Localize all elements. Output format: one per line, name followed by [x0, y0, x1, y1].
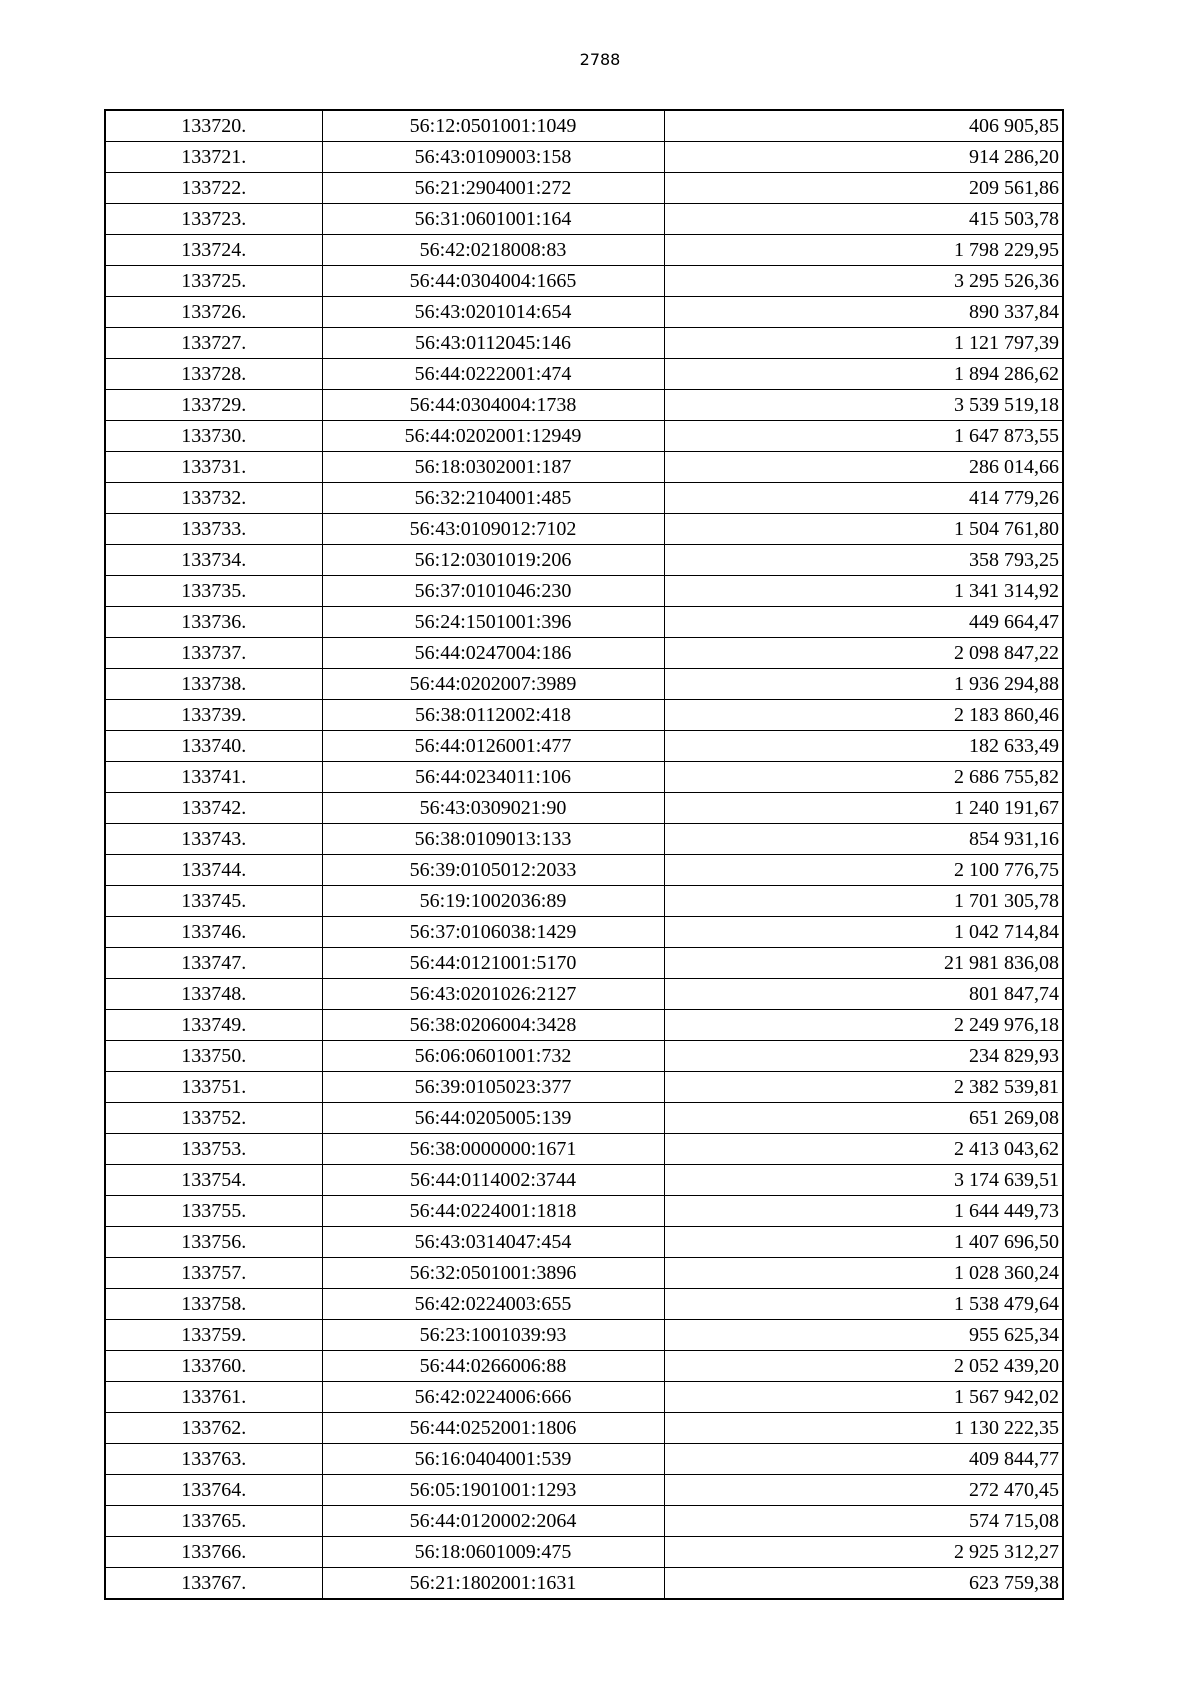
cadastral-number-cell: 56:39:0105012:2033: [322, 855, 664, 886]
cadastral-number-cell: 56:24:1501001:396: [322, 607, 664, 638]
row-number-cell: 133737.: [105, 638, 322, 669]
table-row: [105, 514, 1063, 545]
row-number-cell: 133724.: [105, 235, 322, 266]
table-body: [105, 110, 1063, 1599]
cadastral-number-cell: 56:38:0109013:133: [322, 824, 664, 855]
cadastral-number-cell: 56:38:0000000:1671: [322, 1134, 664, 1165]
cadastral-number-cell: 56:38:0112002:418: [322, 700, 664, 731]
row-number-cell: 133749.: [105, 1010, 322, 1041]
row-number-cell: 133753.: [105, 1134, 322, 1165]
table-row: [105, 359, 1063, 390]
row-number-cell: 133762.: [105, 1413, 322, 1444]
cadastral-number-cell: 56:42:0224006:666: [322, 1382, 664, 1413]
row-number-cell: 133740.: [105, 731, 322, 762]
cadastral-value-cell: 574 715,08: [664, 1506, 1063, 1537]
cadastral-value-cell: 623 759,38: [664, 1568, 1063, 1600]
cadastral-value-cell: 955 625,34: [664, 1320, 1063, 1351]
row-number-cell: 133726.: [105, 297, 322, 328]
row-number-cell: 133741.: [105, 762, 322, 793]
cadastral-value-cell: 415 503,78: [664, 204, 1063, 235]
row-number-cell: 133723.: [105, 204, 322, 235]
table-row: [105, 700, 1063, 731]
cadastral-value-cell: 3 295 526,36: [664, 266, 1063, 297]
table-row: [105, 886, 1063, 917]
table-row: [105, 1196, 1063, 1227]
cadastral-value-cell: 1 240 191,67: [664, 793, 1063, 824]
table-row: [105, 266, 1063, 297]
row-number-cell: 133722.: [105, 173, 322, 204]
row-number-cell: 133746.: [105, 917, 322, 948]
cadastral-value-cell: 286 014,66: [664, 452, 1063, 483]
table-row: [105, 1258, 1063, 1289]
table-row: [105, 576, 1063, 607]
cadastral-value-cell: 651 269,08: [664, 1103, 1063, 1134]
cadastral-value-cell: 2 382 539,81: [664, 1072, 1063, 1103]
cadastral-value-cell: 914 286,20: [664, 142, 1063, 173]
cadastral-number-cell: 56:44:0266006:88: [322, 1351, 664, 1382]
cadastral-value-cell: 3 539 519,18: [664, 390, 1063, 421]
table-row: [105, 1537, 1063, 1568]
table-row: [105, 1444, 1063, 1475]
cadastral-value-cell: 21 981 836,08: [664, 948, 1063, 979]
row-number-cell: 133755.: [105, 1196, 322, 1227]
cadastral-number-cell: 56:43:0314047:454: [322, 1227, 664, 1258]
cadastral-value-cell: 1 028 360,24: [664, 1258, 1063, 1289]
row-number-cell: 133747.: [105, 948, 322, 979]
table-row: [105, 297, 1063, 328]
cadastral-value-cell: 1 894 286,62: [664, 359, 1063, 390]
cadastral-value-cell: 2 100 776,75: [664, 855, 1063, 886]
row-number-cell: 133757.: [105, 1258, 322, 1289]
table-row: [105, 204, 1063, 235]
table-row: [105, 483, 1063, 514]
cadastral-number-cell: 56:44:0202007:3989: [322, 669, 664, 700]
table-row: [105, 731, 1063, 762]
cadastral-value-cell: 209 561,86: [664, 173, 1063, 204]
cadastral-number-cell: 56:32:0501001:3896: [322, 1258, 664, 1289]
row-number-cell: 133756.: [105, 1227, 322, 1258]
cadastral-value-cell: 414 779,26: [664, 483, 1063, 514]
cadastral-value-cell: 1 644 449,73: [664, 1196, 1063, 1227]
row-number-cell: 133721.: [105, 142, 322, 173]
row-number-cell: 133731.: [105, 452, 322, 483]
table-row: [105, 824, 1063, 855]
cadastral-value-cell: 1 647 873,55: [664, 421, 1063, 452]
cadastral-value-cell: 1 407 696,50: [664, 1227, 1063, 1258]
cadastral-number-cell: 56:12:0501001:1049: [322, 110, 664, 142]
cadastral-number-cell: 56:44:0202001:12949: [322, 421, 664, 452]
table-row: [105, 390, 1063, 421]
row-number-cell: 133744.: [105, 855, 322, 886]
table-row: [105, 1165, 1063, 1196]
table-row: [105, 110, 1063, 142]
cadastral-value-cell: 2 052 439,20: [664, 1351, 1063, 1382]
cadastral-value-cell: 272 470,45: [664, 1475, 1063, 1506]
table-row: [105, 638, 1063, 669]
cadastral-number-cell: 56:44:0224001:1818: [322, 1196, 664, 1227]
row-number-cell: 133730.: [105, 421, 322, 452]
table-row: [105, 669, 1063, 700]
row-number-cell: 133736.: [105, 607, 322, 638]
table-row: [105, 1041, 1063, 1072]
table-row: [105, 1227, 1063, 1258]
table-row: [105, 142, 1063, 173]
cadastral-number-cell: 56:44:0252001:1806: [322, 1413, 664, 1444]
cadastral-value-cell: 1 798 229,95: [664, 235, 1063, 266]
cadastral-value-cell: 854 931,16: [664, 824, 1063, 855]
cadastral-number-cell: 56:19:1002036:89: [322, 886, 664, 917]
cadastral-number-cell: 56:44:0205005:139: [322, 1103, 664, 1134]
page-number: 2788: [579, 50, 621, 69]
table-row: [105, 1072, 1063, 1103]
table-row: [105, 1506, 1063, 1537]
cadastral-number-cell: 56:44:0114002:3744: [322, 1165, 664, 1196]
row-number-cell: 133727.: [105, 328, 322, 359]
cadastral-number-cell: 56:43:0109012:7102: [322, 514, 664, 545]
cadastral-value-cell: 406 905,85: [664, 110, 1063, 142]
table-row: [105, 1413, 1063, 1444]
cadastral-value-cell: 1 121 797,39: [664, 328, 1063, 359]
cadastral-value-cell: 449 664,47: [664, 607, 1063, 638]
cadastral-value-cell: 1 042 714,84: [664, 917, 1063, 948]
cadastral-number-cell: 56:21:2904001:272: [322, 173, 664, 204]
cadastral-number-cell: 56:05:1901001:1293: [322, 1475, 664, 1506]
table-row: [105, 1134, 1063, 1165]
row-number-cell: 133725.: [105, 266, 322, 297]
table-row: [105, 1475, 1063, 1506]
cadastral-value-cell: 801 847,74: [664, 979, 1063, 1010]
cadastral-number-cell: 56:43:0112045:146: [322, 328, 664, 359]
row-number-cell: 133745.: [105, 886, 322, 917]
row-number-cell: 133748.: [105, 979, 322, 1010]
cadastral-value-cell: 890 337,84: [664, 297, 1063, 328]
cadastral-number-cell: 56:18:0601009:475: [322, 1537, 664, 1568]
table-row: [105, 1103, 1063, 1134]
cadastral-value-cell: 1 701 305,78: [664, 886, 1063, 917]
cadastral-number-cell: 56:43:0201014:654: [322, 297, 664, 328]
row-number-cell: 133758.: [105, 1289, 322, 1320]
cadastral-value-table: [104, 109, 1064, 1600]
table-row: [105, 421, 1063, 452]
cadastral-number-cell: 56:16:0404001:539: [322, 1444, 664, 1475]
row-number-cell: 133732.: [105, 483, 322, 514]
cadastral-number-cell: 56:23:1001039:93: [322, 1320, 664, 1351]
row-number-cell: 133739.: [105, 700, 322, 731]
cadastral-value-cell: 2 098 847,22: [664, 638, 1063, 669]
cadastral-number-cell: 56:44:0121001:5170: [322, 948, 664, 979]
row-number-cell: 133729.: [105, 390, 322, 421]
row-number-cell: 133728.: [105, 359, 322, 390]
table-row: [105, 1320, 1063, 1351]
row-number-cell: 133754.: [105, 1165, 322, 1196]
table-row: [105, 1289, 1063, 1320]
table-row: [105, 948, 1063, 979]
table-row: [105, 1568, 1063, 1600]
cadastral-number-cell: 56:42:0224003:655: [322, 1289, 664, 1320]
table-row: [105, 1351, 1063, 1382]
cadastral-value-cell: 182 633,49: [664, 731, 1063, 762]
table-row: [105, 793, 1063, 824]
cadastral-value-cell: 2 249 976,18: [664, 1010, 1063, 1041]
row-number-cell: 133763.: [105, 1444, 322, 1475]
cadastral-value-cell: 1 504 761,80: [664, 514, 1063, 545]
table-row: [105, 762, 1063, 793]
cadastral-number-cell: 56:44:0126001:477: [322, 731, 664, 762]
row-number-cell: 133767.: [105, 1568, 322, 1600]
row-number-cell: 133738.: [105, 669, 322, 700]
row-number-cell: 133760.: [105, 1351, 322, 1382]
row-number-cell: 133766.: [105, 1537, 322, 1568]
cadastral-number-cell: 56:44:0120002:2064: [322, 1506, 664, 1537]
cadastral-number-cell: 56:18:0302001:187: [322, 452, 664, 483]
cadastral-value-cell: 1 130 222,35: [664, 1413, 1063, 1444]
cadastral-number-cell: 56:43:0109003:158: [322, 142, 664, 173]
cadastral-value-cell: 2 413 043,62: [664, 1134, 1063, 1165]
cadastral-number-cell: 56:38:0206004:3428: [322, 1010, 664, 1041]
cadastral-number-cell: 56:31:0601001:164: [322, 204, 664, 235]
row-number-cell: 133735.: [105, 576, 322, 607]
row-number-cell: 133751.: [105, 1072, 322, 1103]
table-row: [105, 1382, 1063, 1413]
cadastral-number-cell: 56:44:0247004:186: [322, 638, 664, 669]
row-number-cell: 133752.: [105, 1103, 322, 1134]
cadastral-number-cell: 56:44:0304004:1665: [322, 266, 664, 297]
cadastral-number-cell: 56:37:0101046:230: [322, 576, 664, 607]
cadastral-number-cell: 56:42:0218008:83: [322, 235, 664, 266]
table-row: [105, 452, 1063, 483]
cadastral-number-cell: 56:44:0234011:106: [322, 762, 664, 793]
table-row: [105, 1010, 1063, 1041]
cadastral-number-cell: 56:43:0201026:2127: [322, 979, 664, 1010]
cadastral-value-cell: 1 341 314,92: [664, 576, 1063, 607]
row-number-cell: 133733.: [105, 514, 322, 545]
row-number-cell: 133761.: [105, 1382, 322, 1413]
cadastral-value-cell: 2 686 755,82: [664, 762, 1063, 793]
cadastral-value-cell: 409 844,77: [664, 1444, 1063, 1475]
cadastral-value-cell: 3 174 639,51: [664, 1165, 1063, 1196]
cadastral-value-cell: 2 925 312,27: [664, 1537, 1063, 1568]
table-row: [105, 979, 1063, 1010]
cadastral-value-cell: 1 936 294,88: [664, 669, 1063, 700]
cadastral-number-cell: 56:37:0106038:1429: [322, 917, 664, 948]
cadastral-number-cell: 56:44:0304004:1738: [322, 390, 664, 421]
cadastral-number-cell: 56:06:0601001:732: [322, 1041, 664, 1072]
row-number-cell: 133743.: [105, 824, 322, 855]
cadastral-number-cell: 56:32:2104001:485: [322, 483, 664, 514]
cadastral-value-cell: 234 829,93: [664, 1041, 1063, 1072]
row-number-cell: 133759.: [105, 1320, 322, 1351]
cadastral-number-cell: 56:44:0222001:474: [322, 359, 664, 390]
table-row: [105, 235, 1063, 266]
cadastral-value-cell: 2 183 860,46: [664, 700, 1063, 731]
cadastral-value-cell: 358 793,25: [664, 545, 1063, 576]
table-row: [105, 607, 1063, 638]
cadastral-number-cell: 56:21:1802001:1631: [322, 1568, 664, 1600]
row-number-cell: 133750.: [105, 1041, 322, 1072]
table-row: [105, 917, 1063, 948]
table-row: [105, 855, 1063, 886]
cadastral-number-cell: 56:43:0309021:90: [322, 793, 664, 824]
row-number-cell: 133764.: [105, 1475, 322, 1506]
row-number-cell: 133734.: [105, 545, 322, 576]
table-row: [105, 173, 1063, 204]
table-row: [105, 545, 1063, 576]
row-number-cell: 133720.: [105, 110, 322, 142]
row-number-cell: 133765.: [105, 1506, 322, 1537]
cadastral-value-cell: 1 567 942,02: [664, 1382, 1063, 1413]
table-row: [105, 328, 1063, 359]
row-number-cell: 133742.: [105, 793, 322, 824]
cadastral-value-cell: 1 538 479,64: [664, 1289, 1063, 1320]
cadastral-number-cell: 56:39:0105023:377: [322, 1072, 664, 1103]
cadastral-number-cell: 56:12:0301019:206: [322, 545, 664, 576]
